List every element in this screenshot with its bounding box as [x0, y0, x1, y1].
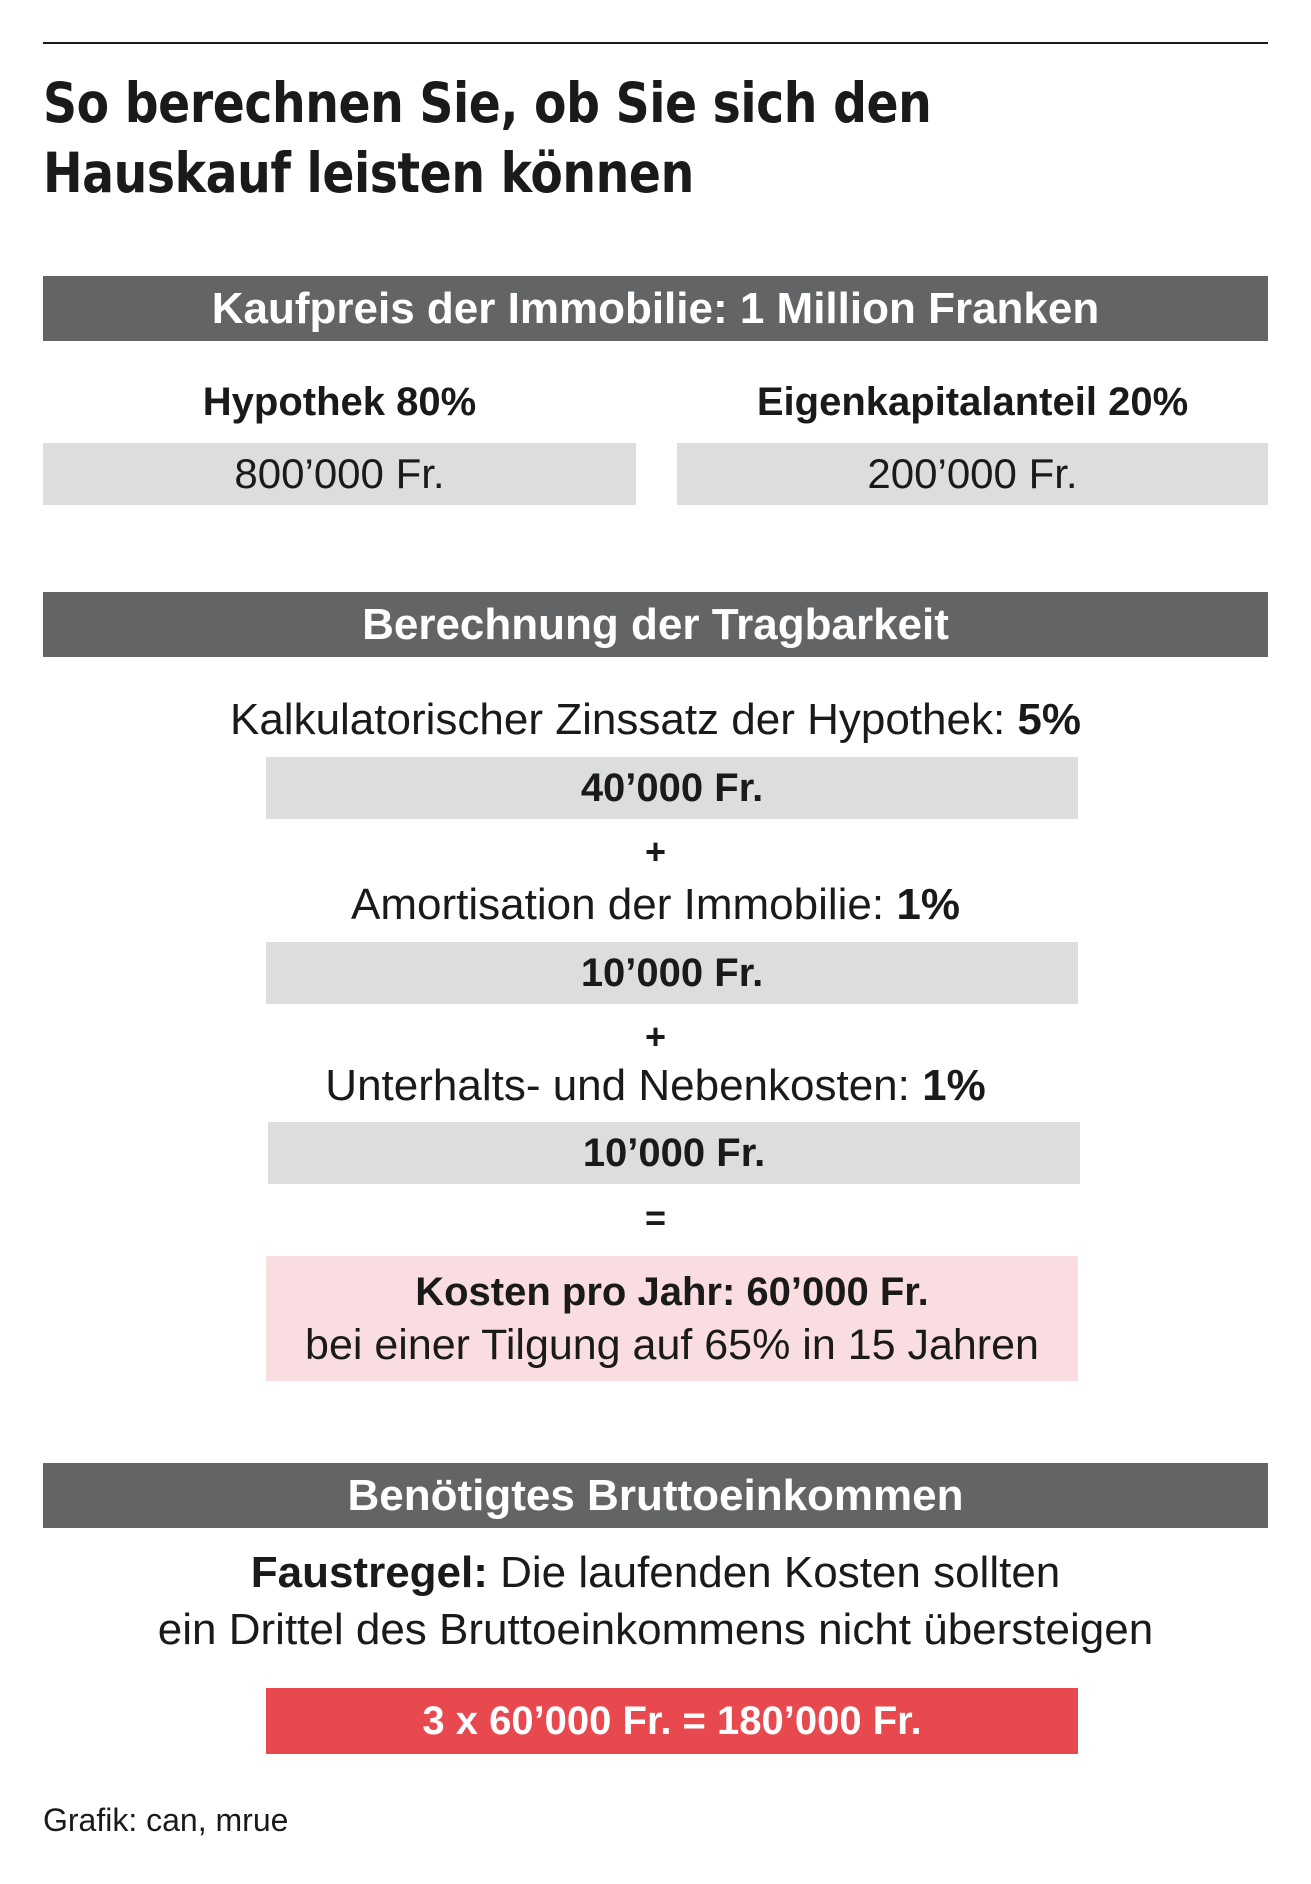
section-header-purchase-price: Kaufpreis der Immobilie: 1 Million Franken	[43, 276, 1268, 341]
maintenance-line	[0, 1059, 1311, 1113]
amortisation-line	[0, 878, 1311, 932]
amortisation-label: Amortisation der Immobilie:	[351, 880, 897, 929]
annual-cost-result-box	[266, 1256, 1078, 1381]
source-credit: Grafik: can, mrue	[43, 1802, 289, 1838]
rule-of-thumb-line-1	[0, 1546, 1311, 1600]
equals-operator: =	[644, 1197, 667, 1238]
annual-cost-note: bei einer Tilgung auf 65% in 15 Jahren	[305, 1321, 1039, 1369]
mortgage-value-box: 800’000 Fr.	[43, 443, 636, 505]
plus-operator-2: +	[644, 1016, 667, 1057]
amortisation-cost-box: 10’000 Fr.	[266, 942, 1078, 1004]
mortgage-label: Hypothek 80%	[202, 380, 477, 424]
section-header-gross-income: Benötigtes Bruttoeinkommen	[43, 1463, 1268, 1528]
rule-of-thumb-line-2: ein Drittel des Bruttoeinkommens nicht übersteigen	[157, 1605, 1154, 1654]
top-rule	[43, 42, 1268, 44]
page-title: So berechnen Sie, ob Sie sich den Hauskauf leisten können	[43, 71, 932, 205]
required-income-result-box: 3 x 60’000 Fr. = 180’000 Fr.	[266, 1688, 1078, 1754]
section-header-affordability: Berechnung der Tragbarkeit	[43, 592, 1268, 657]
annual-cost-total: Kosten pro Jahr: 60’000 Fr.	[415, 1270, 929, 1314]
equity-label: Eigenkapitalanteil 20%	[756, 380, 1189, 424]
rule-of-thumb-label: Faustregel:	[250, 1548, 488, 1597]
interest-rate-label: Kalkulatorischer Zinssatz der Hypothek:	[229, 695, 1018, 744]
interest-cost-box: 40’000 Fr.	[266, 757, 1078, 819]
maintenance-label: Unterhalts- und Nebenkosten:	[325, 1061, 923, 1110]
amortisation-pct: 1%	[896, 880, 960, 929]
maintenance-cost-box: 10’000 Fr.	[268, 1122, 1080, 1184]
interest-rate-pct: 5%	[1017, 695, 1082, 744]
maintenance-pct: 1%	[922, 1061, 986, 1110]
plus-operator-1: +	[644, 831, 667, 872]
rule-of-thumb-text-1: Die laufenden Kosten sollten	[487, 1548, 1061, 1597]
equity-value-box: 200’000 Fr.	[677, 443, 1268, 505]
interest-rate-line	[0, 693, 1311, 747]
